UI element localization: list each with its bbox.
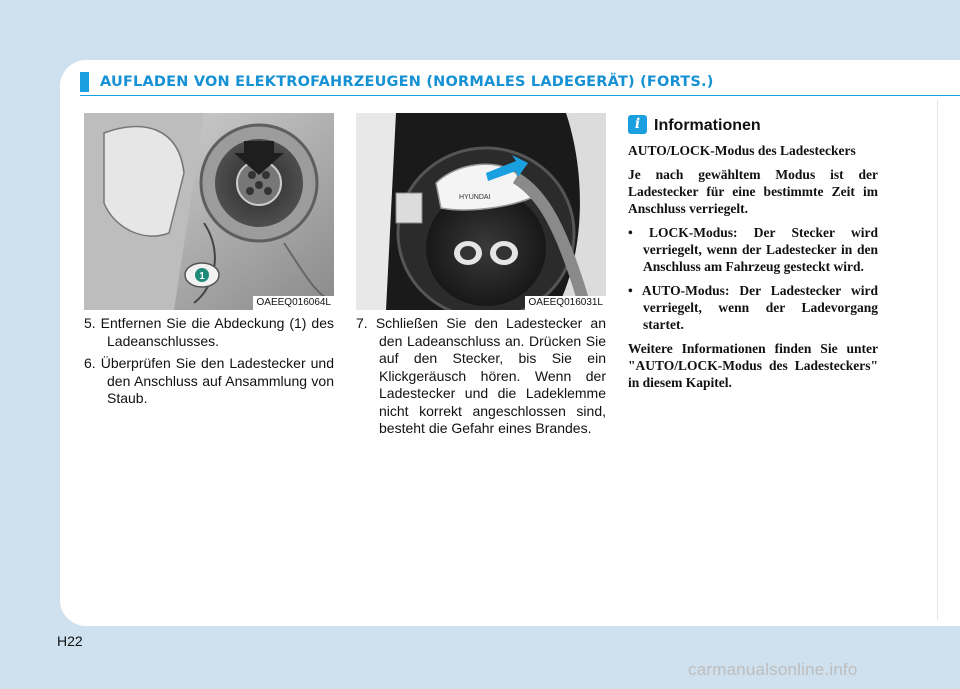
callout-number: 1 <box>199 271 205 282</box>
column-divider <box>937 100 938 620</box>
info-bullet-lock: • LOCK-Modus: Der Stecker wird verriegelt, wenn der Ladestecker in den Anschluss am Fahrzeug gesteckt wird. <box>628 225 878 274</box>
step-5: 5. Entfernen Sie die Abdeckung (1) des Ladeanschlusses. <box>84 315 334 349</box>
header-accent-bar <box>80 72 89 92</box>
info-title: Informationen <box>654 117 761 134</box>
header-rule <box>80 95 960 96</box>
section-title: AUFLADEN VON ELEKTROFAHRZEUGEN (NORMALES LADEGERÄT) (FORTS.) <box>100 74 714 90</box>
figure-code: OAEEQ016064L <box>253 296 335 310</box>
watermark: carmanualsonline.info <box>688 660 858 679</box>
info-intro: Je nach gewähltem Modus ist der Ladestecker für eine bestimmte Zeit im Anschluss verriegelt. <box>628 167 878 216</box>
charging-port-illustration <box>84 113 334 310</box>
page-number: H22 <box>57 633 83 649</box>
info-icon: i <box>628 115 647 134</box>
info-outro: Weitere Informationen finden Sie unter "AUTO/LOCK-Modus des Ladesteckers" in diesem Kapitel. <box>628 341 878 390</box>
info-box <box>628 114 878 398</box>
step-7: 7. Schließen Sie den Ladestecker an den Ladeanschluss an. Drücken Sie auf den Stecker, bis Sie ein Klickgeräusch hören. Wenn der Ladestecker und die Ladeklemme nicht korrekt angeschlossen sind, besteht die Gefahr eines Brandes. <box>356 315 606 436</box>
info-header <box>628 114 878 138</box>
step-6: 6. Überprüfen Sie den Ladestecker und den Anschluss auf Ansammlung von Staub. <box>84 355 334 406</box>
figure-charging-port-cover <box>84 113 334 310</box>
connector-illustration <box>356 113 606 310</box>
connector-brand: HYUNDAI <box>459 194 491 201</box>
info-subtitle: AUTO/LOCK-Modus des Ladesteckers <box>628 143 856 158</box>
section-header <box>80 72 960 92</box>
instructions-column-2 <box>356 315 606 443</box>
figure-code: OAEEQ016031L <box>525 296 607 310</box>
figure-connector-insertion <box>356 113 606 310</box>
instructions-column-1 <box>84 315 334 413</box>
info-bullet-auto: • AUTO-Modus: Der Ladestecker wird verriegelt, wenn der Ladevorgang startet. <box>628 283 878 332</box>
